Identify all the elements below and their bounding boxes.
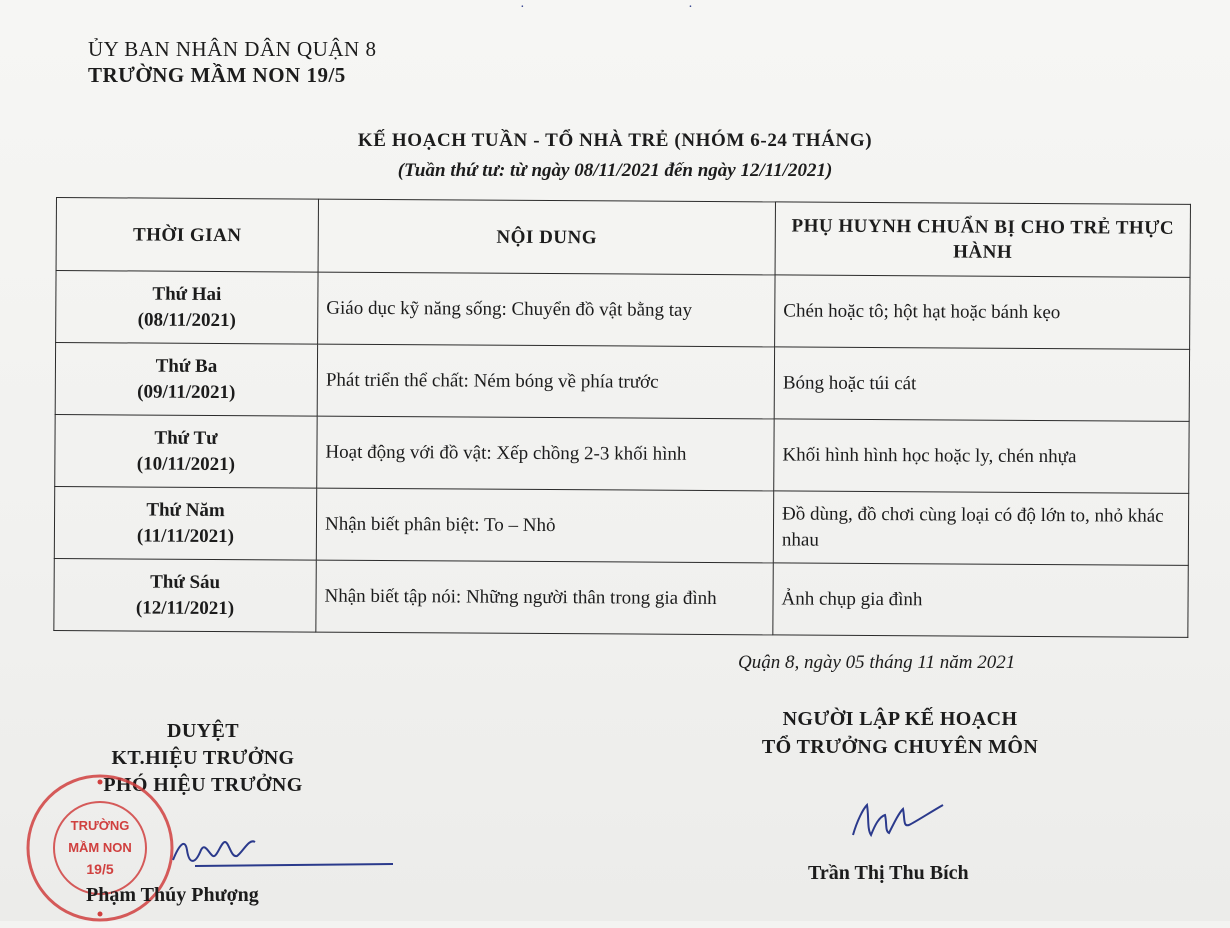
day-cell [56, 271, 318, 345]
table-row [55, 414, 1189, 493]
day-cell [55, 414, 317, 488]
day-date: (11/11/2021) [136, 525, 235, 547]
day-name: Thứ Hai [152, 283, 222, 305]
content-cell: Nhận biết tập nói: Những người thân trong gia đình [316, 560, 773, 635]
table-row [54, 486, 1188, 565]
content-cell: Hoạt động với đồ vật: Xếp chồng 2-3 khối hình [317, 416, 774, 491]
day-date: (10/11/2021) [136, 452, 236, 475]
place-and-date: Quận 8, ngày 05 tháng 11 năm 2021 [738, 652, 1016, 673]
day-date: (08/11/2021) [137, 309, 236, 331]
author-heading: NGƯỜI LẬP KẾ HOẠCH [782, 708, 1018, 730]
day-name: Thứ Sáu [150, 571, 221, 593]
table-row [55, 343, 1189, 422]
prep-cell: Bóng hoặc túi cát [774, 347, 1189, 422]
prep-cell: Khối hình hình học hoặc ly, chén nhựa [774, 419, 1189, 494]
approval-heading: DUYỆT [166, 720, 239, 742]
top-edge-marks: · · [520, 0, 773, 15]
table-row [56, 271, 1190, 350]
column-header-content: NỘI DUNG [318, 199, 775, 275]
column-header-time: THỜI GIAN [56, 198, 318, 273]
day-name: Thứ Tư [154, 427, 218, 449]
weekly-plan-table [53, 197, 1191, 638]
author-block [730, 705, 1070, 761]
day-name: Thứ Ba [155, 355, 218, 377]
author-signature-icon [845, 795, 955, 845]
document-subtitle: (Tuần thứ tư: từ ngày 08/11/2021 đến ngày 12/11/2021) [397, 160, 833, 181]
stamp-line-2: MẦM NON [68, 840, 132, 855]
prep-cell: Đồ dùng, đồ chơi cùng loại có độ lớn to, nhỏ khác nhau [773, 491, 1188, 566]
content-cell: Phát triển thể chất: Ném bóng về phía trước [317, 344, 774, 419]
approver-name: Phạm Thúy Phượng [86, 884, 259, 906]
day-cell [54, 558, 316, 632]
school-name: TRƯỜNG MẦM NON 19/5 [88, 63, 346, 87]
stamp-line-3: 19/5 [86, 861, 114, 877]
author-position: TỔ TRƯỞNG CHUYÊN MÔN [761, 736, 1039, 758]
approval-position: PHÓ HIỆU TRƯỞNG [103, 774, 303, 796]
prep-cell: Ảnh chụp gia đình [773, 563, 1188, 638]
day-cell [54, 486, 316, 560]
prep-cell: Chén hoặc tô; hột hạt hoặc bánh kẹo [775, 275, 1190, 350]
approver-signature-icon [165, 820, 395, 890]
agency-header [88, 36, 376, 88]
content-cell: Nhận biết phân biệt: To – Nhỏ [316, 488, 773, 563]
day-date: (12/11/2021) [135, 596, 235, 619]
author-name: Trần Thị Thu Bích [808, 862, 969, 884]
agency-name: ỦY BAN NHÂN DÂN QUẬN 8 [88, 37, 377, 61]
approval-role: KT.HIỆU TRƯỞNG [111, 747, 295, 769]
stamp-line-1: TRƯỜNG [70, 818, 130, 833]
table-header-row [56, 198, 1190, 278]
column-header-parent-prep: PHỤ HUYNH CHUẨN BỊ CHO TRẺ THỰC HÀNH [775, 202, 1190, 278]
content-cell: Giáo dục kỹ năng sống: Chuyển đồ vật bằng tay [318, 272, 775, 347]
document-title: KẾ HOẠCH TUẦN - TỔ NHÀ TRẺ (NHÓM 6-24 THÁNG) [357, 130, 873, 151]
day-name: Thứ Năm [146, 499, 225, 521]
day-date: (09/11/2021) [137, 380, 236, 403]
table-row [54, 558, 1188, 637]
day-cell [55, 343, 317, 417]
